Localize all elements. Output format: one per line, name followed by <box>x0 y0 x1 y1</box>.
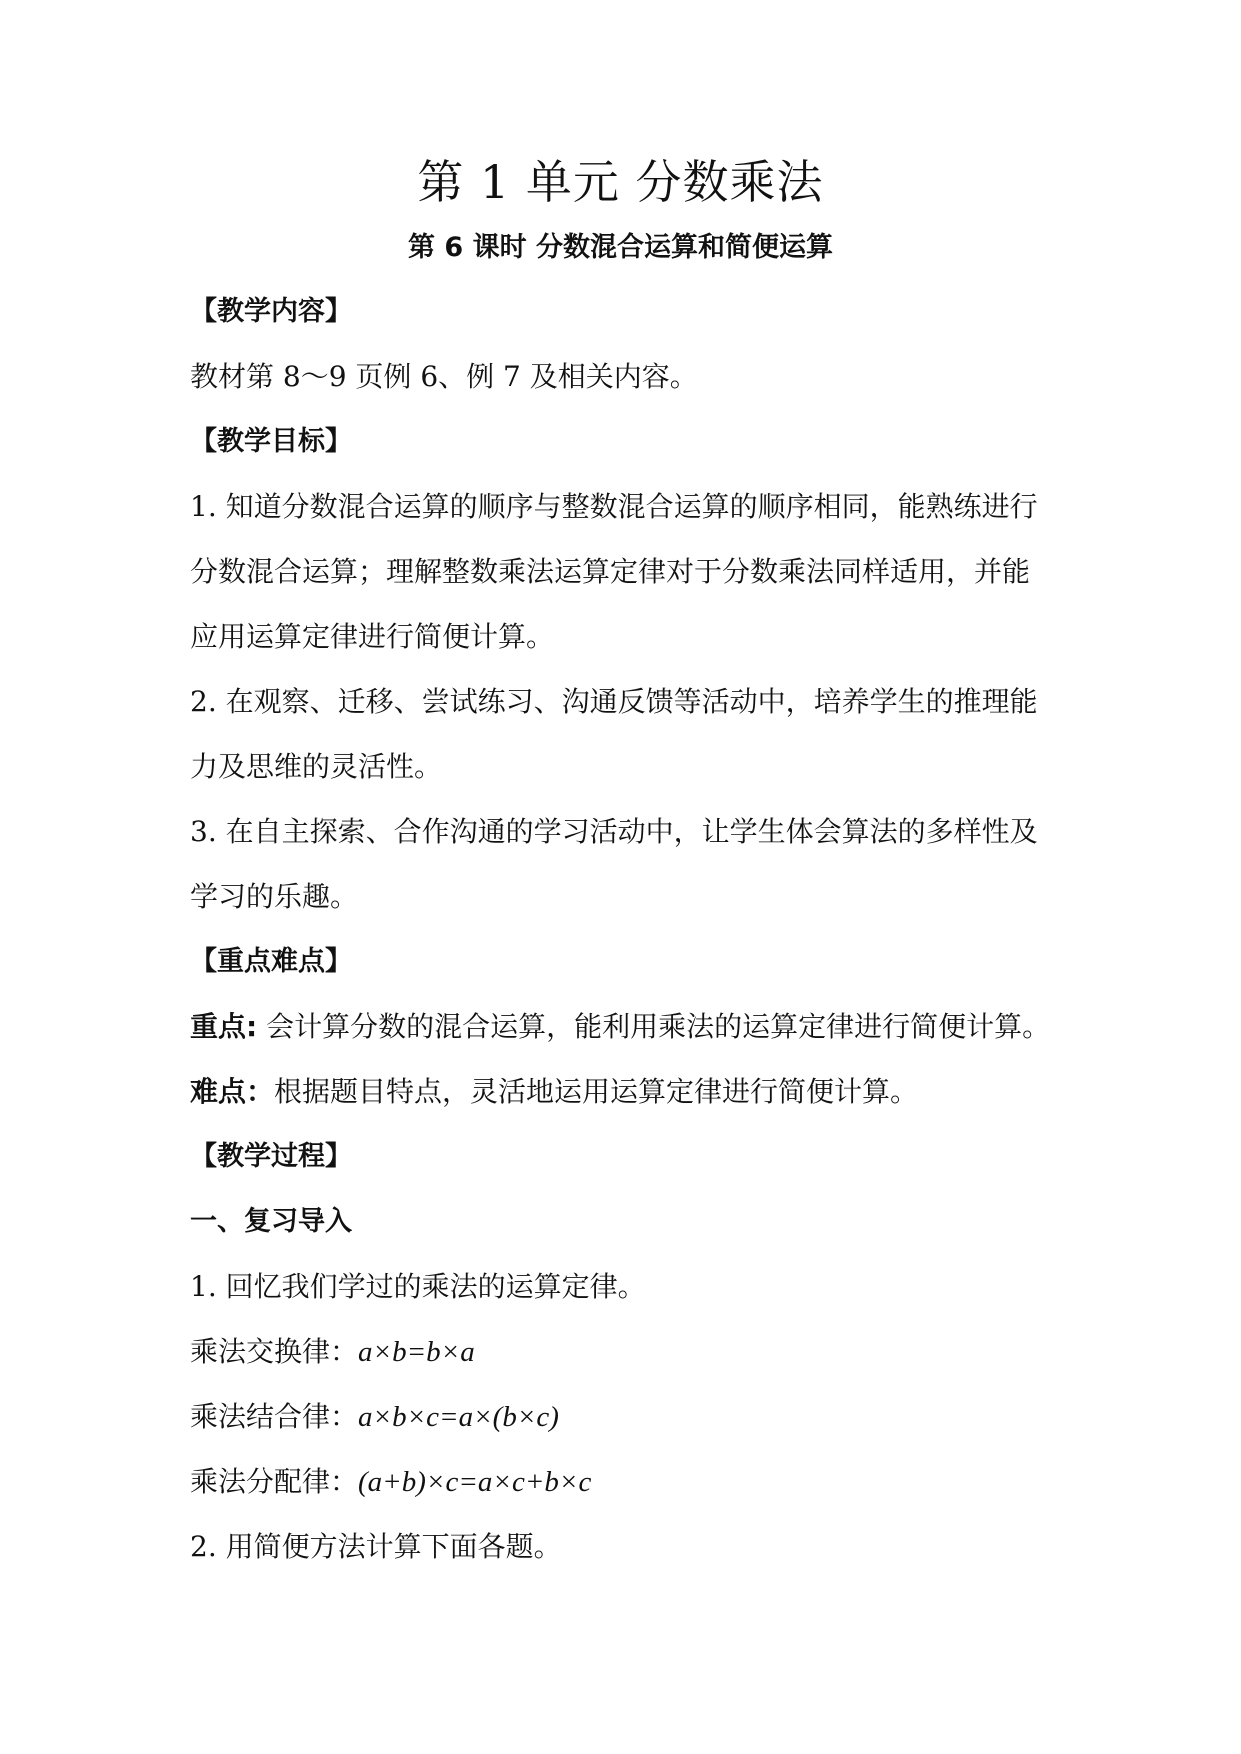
law-associative <box>190 1397 1060 1437</box>
law-commutative <box>190 1332 1060 1372</box>
goals-heading: 【教学目标】 <box>190 426 352 457</box>
review-item-2: 2. 用简便方法计算下面各题。 <box>190 1530 562 1563</box>
goal-1-line-3: 应用运算定律进行简便计算。 <box>190 620 555 653</box>
key-point <box>190 1007 1060 1047</box>
law-associative-label: 乘法结合律： <box>190 1400 359 1433</box>
content-text: 教材第 8～9 页例 6、例 7 及相关内容。 <box>190 360 698 393</box>
law-distributive-formula: (a+b)×c=a×c+b×c <box>358 1466 592 1498</box>
key-points-heading: 【重点难点】 <box>190 946 352 977</box>
goal-1-line-1: 1. 知道分数混合运算的顺序与整数混合运算的顺序相同，能熟练进行 <box>190 490 1038 523</box>
review-item-1: 1. 回忆我们学过的乘法的运算定律。 <box>190 1270 646 1303</box>
goal-3-line-2: 学习的乐趣。 <box>190 880 359 913</box>
law-commutative-label: 乘法交换律： <box>190 1335 359 1368</box>
key-point-label: 重点: <box>190 1010 258 1043</box>
difficult-point-text: 根据题目特点，灵活地运用运算定律进行简便计算。 <box>274 1075 919 1108</box>
goal-2-line-2: 力及思维的灵活性。 <box>190 750 443 783</box>
law-distributive <box>190 1462 1060 1502</box>
goal-1-line-2: 分数混合运算；理解整数乘法运算定律对于分数乘法同样适用，并能 <box>190 555 1031 588</box>
key-point-text: 会计算分数的混合运算，能利用乘法的运算定律进行简便计算。 <box>257 1010 1051 1043</box>
page-title: 第 1 单元 分数乘法 <box>417 155 824 209</box>
law-distributive-label: 乘法分配律： <box>190 1465 359 1498</box>
law-associative-formula: a×b×c=a×(b×c) <box>358 1401 559 1433</box>
difficult-point-label: 难点： <box>190 1075 275 1108</box>
goal-3-line-1: 3. 在自主探索、合作沟通的学习活动中，让学生体会算法的多样性及 <box>190 815 1038 848</box>
process-heading: 【教学过程】 <box>190 1141 352 1172</box>
goal-2-line-1: 2. 在观察、迁移、尝试练习、沟通反馈等活动中，培养学生的推理能 <box>190 685 1038 718</box>
difficult-point <box>190 1072 1060 1112</box>
content-heading: 【教学内容】 <box>190 296 352 327</box>
part-1-heading: 一、复习导入 <box>190 1206 352 1237</box>
lesson-subtitle: 第 6 课时 分数混合运算和简便运算 <box>408 232 833 263</box>
law-commutative-formula: a×b=b×a <box>358 1336 475 1368</box>
